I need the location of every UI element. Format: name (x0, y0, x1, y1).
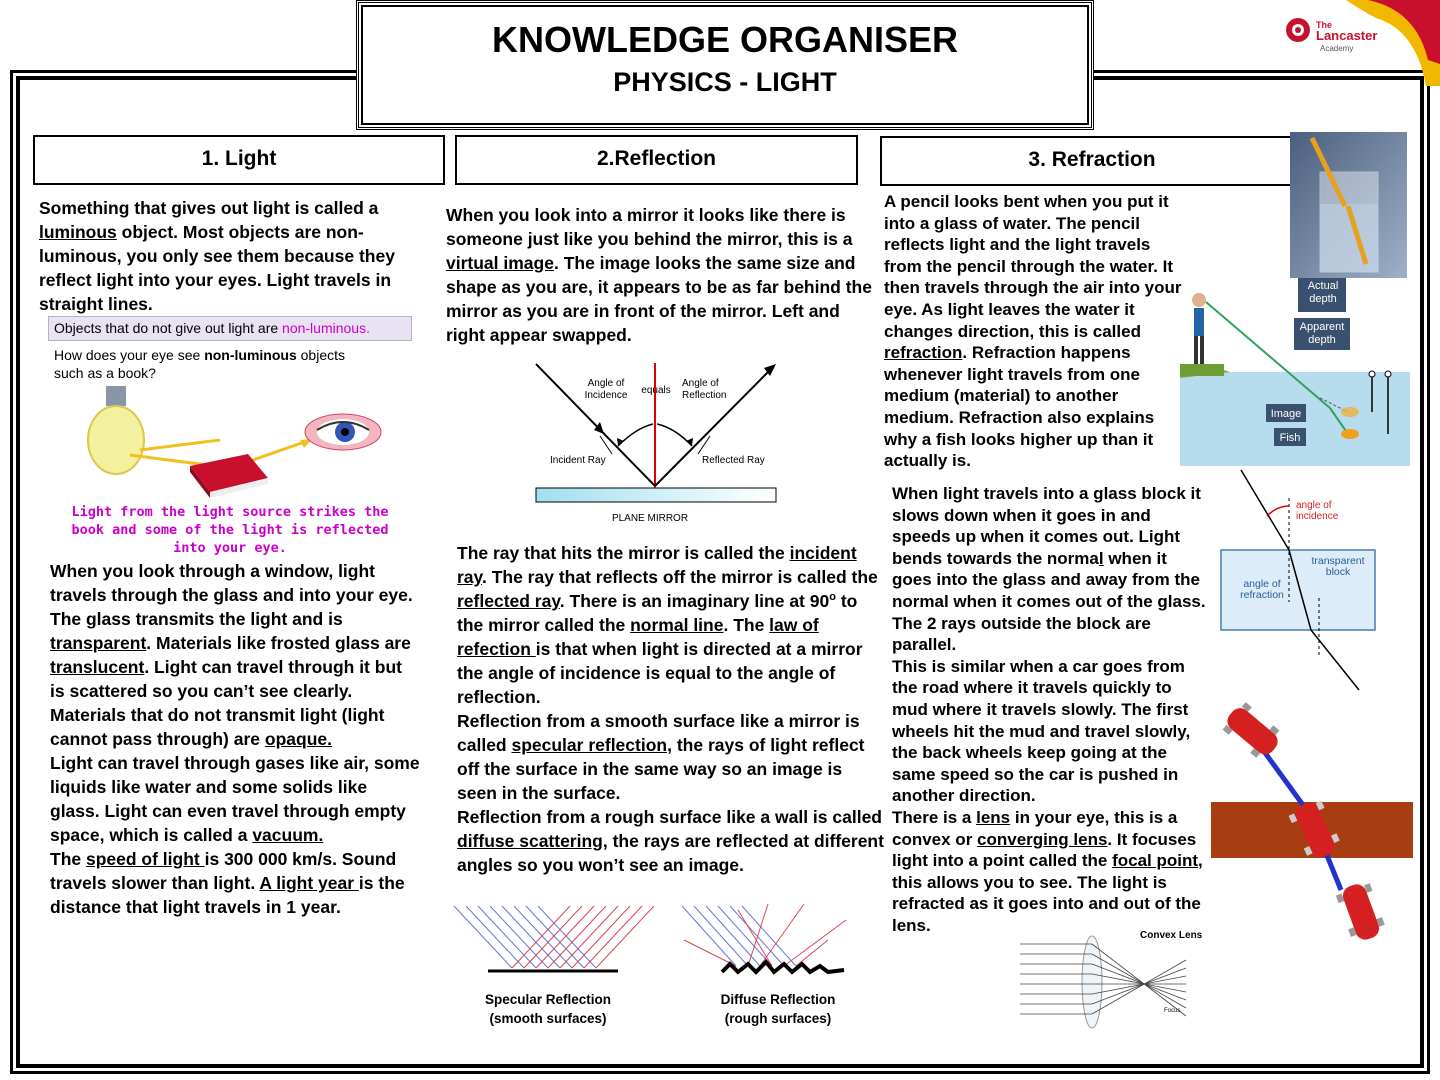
label-actual-depth: Actual depth (1307, 280, 1339, 305)
bulb-icon (88, 406, 144, 474)
eye-question: How does your eye see non-luminous objects such as a book? (54, 347, 345, 381)
light-diagram-caption: Light from the light source strikes the book and some of the light is reflected into your eye. (71, 504, 389, 556)
fish-icon (1341, 429, 1359, 439)
convex-lens-diagram (1016, 930, 1206, 1034)
reflection-intro: When you look into a mirror it looks like there is someone just like you behind the mirror, this is a virtual image. The image looks the same size and shape as you are, it appears to be as far behind the mirror as you are in front of the mirror. Left and right appear swapped. (446, 205, 872, 345)
light-intro: Something that gives out light is called a luminous object. Most objects are non-luminous, you only see them because they reflect light into your eyes. Light travels in straight lines. (39, 198, 395, 314)
diffuse-caption: Diffuse Reflection (rough surfaces) (720, 992, 836, 1026)
bulb-cap (106, 386, 126, 406)
car-icon-1 (1220, 699, 1286, 763)
label-fish: Fish (1279, 432, 1301, 444)
diffuse-diagram (678, 900, 858, 978)
label-angle-incidence: Angle of Incidence (584, 378, 628, 401)
logo-the: The (1316, 20, 1333, 30)
plane-mirror-diagram (520, 358, 795, 528)
refraction-main-text: When light travels into a glass block it slows down when it goes in and speeds up when it comes out. Light bends towards the normal when it goes into the glass and away from the normal when it comes out of the glass. The 2 rays outside the block are parallel. This is similar when a car goes from the road where it travels quickly to mud where it travels slowly. The first wheels hit the mud and travel slowly, the back wheels keep going at the same speed so the car is pushed in another direction. There is a lens in your eye, this is a convex or converging lens. It focuses light into a point called the focal point, this allows you to see. The light is refracted as it goes into and out of the lens. (892, 484, 1206, 935)
pencil-glass-photo (1290, 132, 1407, 278)
label-angle-incidence-block: angle of incidence (1296, 500, 1339, 522)
label-apparent-depth: Apparent depth (1299, 321, 1345, 346)
label-transparent-block: transparent block (1311, 555, 1365, 578)
car-mud-diagram (1211, 690, 1413, 948)
person-icon (1194, 308, 1204, 336)
label-incident-ray: Incident Ray (550, 455, 606, 466)
title-box (356, 0, 1094, 130)
reflection-main-text: The ray that hits the mirror is called the incident ray. The ray that reflects off the mirror is called the reflected ray. There is an imaginary line at 90$^o$ to the mirror called the normal line. The law of refection is that when light is directed at a mirror the angle of incidence is equal to the angle of reflection. Reflection from a smooth surface like a mirror is called specular reflection, the rays of light reflect off the surface in the same way so an image is seen in the surface. Reflection from a rough surface like a wall is called diffuse scattering, the rays are reflected at different angles so you won’t see an image. (457, 543, 884, 875)
label-plane-mirror: PLANE MIRROR (611, 513, 689, 524)
label-reflected-ray: Reflected Ray (702, 455, 765, 466)
reflection-heading: 2.Reflection (455, 135, 858, 185)
label-equals: equals (641, 385, 671, 396)
page-title: KNOWLEDGE ORGANISER (491, 19, 958, 60)
label-angle-refraction: angle of refraction (1240, 578, 1284, 601)
page-subtitle: PHYSICS - LIGHT (613, 67, 837, 97)
mirror-surface (536, 488, 776, 502)
refraction-heading: 3. Refraction (880, 136, 1304, 186)
logo-name: Lancaster (1316, 28, 1378, 43)
specular-diagram (450, 900, 660, 978)
label-image: Image (1270, 408, 1302, 420)
fish-image-icon (1341, 407, 1359, 417)
label-angle-reflection: Angle of Reflection (682, 378, 727, 401)
light-materials-text: When you look through a window, light travels through the glass and into your eye. The glass transmits the light and is transparent. Materials like frosted glass are translucent. Light can travel through it but is scattered so you can’t see clearly. Materials that do not transmit light (light cannot pass through) are opaque. Light can travel through gases like air, some liquids like water and some solids like glass. Light can even travel through empty space, which is called a vacuum. The speed of light is 300 000 km/s. Sound travels slower than light. A light year is the distance that light travels in 1 year. (50, 561, 420, 917)
school-logo (1276, 0, 1440, 86)
lens-focus-label: Focus (1164, 1008, 1181, 1014)
refraction-intro: A pencil looks bent when you put it into a glass of water. The pencil reflects light and the light travels from the pencil through the water. It then travels through the air into your eye. As light leaves the water it changes direction, this is called refraction. Refraction happens whenever light travels from one medium (material) to another medium. Refraction also explains why a fish looks higher up than it actually is. (884, 192, 1182, 471)
light-heading: 1. Light (33, 135, 445, 185)
light-diagram (80, 380, 390, 500)
logo-sub: Academy (1320, 44, 1354, 53)
lens-title: Convex Lens (1140, 930, 1203, 941)
specular-caption: Specular Reflection (smooth surfaces) (484, 992, 612, 1026)
non-luminous-banner: Objects that do not give out light are non-luminous. (48, 316, 412, 341)
